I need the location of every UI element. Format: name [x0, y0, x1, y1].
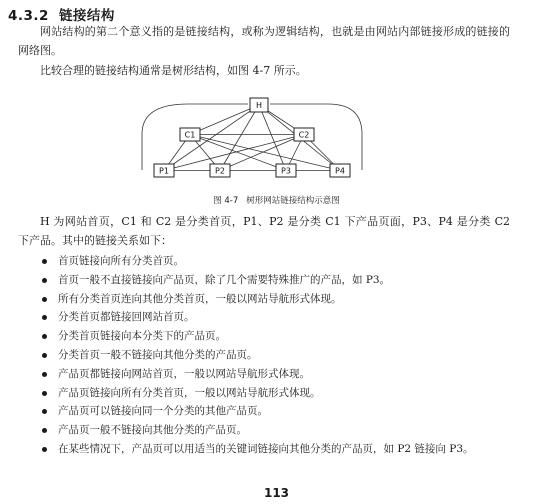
paragraph-1: 网站结构的第二个意义指的是链接结构，或称为逻辑结构，也就是由网站内部链接形成的链接的网络图。 [18, 25, 510, 57]
node-label: H [255, 101, 263, 110]
paragraph-3: H 为网站首页，C1 和 C2 是分类首页，P1、P2 是分类 C1 下产品页面，P3、P4 是分类 C2 下产品。其中的链接关系如下： [18, 215, 510, 247]
node-label: P1 [159, 166, 169, 176]
tree-link-structure-diagram [128, 92, 428, 188]
node-h [250, 98, 268, 112]
list-item: 产品页可以链接向同一个分类的其他产品页。 [38, 402, 508, 421]
list-item: 所有分类首页连向其他分类首页，一般以网站导航形式体现。 [38, 290, 508, 309]
node-c1 [180, 128, 200, 141]
figure-caption [0, 194, 553, 206]
list-item: 分类首页链接向本分类下的产品页。 [38, 327, 508, 346]
section-title: 链接结构 [58, 8, 115, 24]
list-item: 分类首页一般不链接向其他分类的产品页。 [38, 346, 508, 365]
link-relation-list [38, 252, 508, 459]
figure-number: 图 4-7 [213, 196, 239, 206]
list-item: 产品页链接向所有分类首页，一般以网站导航形式体现。 [38, 384, 508, 403]
node-label: P2 [215, 166, 225, 176]
list-item: 产品页都链接向网站首页，一般以网站导航形式体现。 [38, 365, 508, 384]
list-item: 首页链接向所有分类首页。 [38, 252, 508, 271]
node-c2 [294, 128, 314, 141]
node-label: P4 [335, 166, 345, 176]
link-edge-h-p3 [259, 105, 286, 171]
page-number: 113 [263, 486, 290, 500]
list-item: 产品页一般不链接向其他分类的产品页。 [38, 421, 508, 440]
node-p2 [210, 164, 230, 177]
node-label: P3 [281, 166, 291, 176]
list-item: 分类首页都链接回网站首页。 [38, 308, 508, 327]
node-label: C2 [298, 130, 310, 140]
link-edge-p2-h [220, 105, 259, 171]
list-item: 在某些情况下，产品页可以用适当的关键词链接向其他分类的产品页，如 P2 链接向 P3。 [38, 440, 508, 459]
list-item: 首页一般不直接链接向产品页，除了几个需要特殊推广的产品，如 P3。 [38, 271, 508, 290]
section-number: 4.3.2 [8, 8, 49, 24]
outer-link-loop [142, 104, 362, 170]
paragraph-2: 比较合理的链接结构通常是树形结构，如图 4-7 所示。 [40, 64, 307, 77]
node-p4 [330, 164, 350, 177]
node-p1 [154, 164, 174, 177]
node-p3 [276, 164, 296, 177]
node-label: C1 [184, 130, 196, 140]
section-heading [8, 4, 115, 24]
figure-caption-text: 树形网站链接结构示意图 [246, 196, 340, 206]
